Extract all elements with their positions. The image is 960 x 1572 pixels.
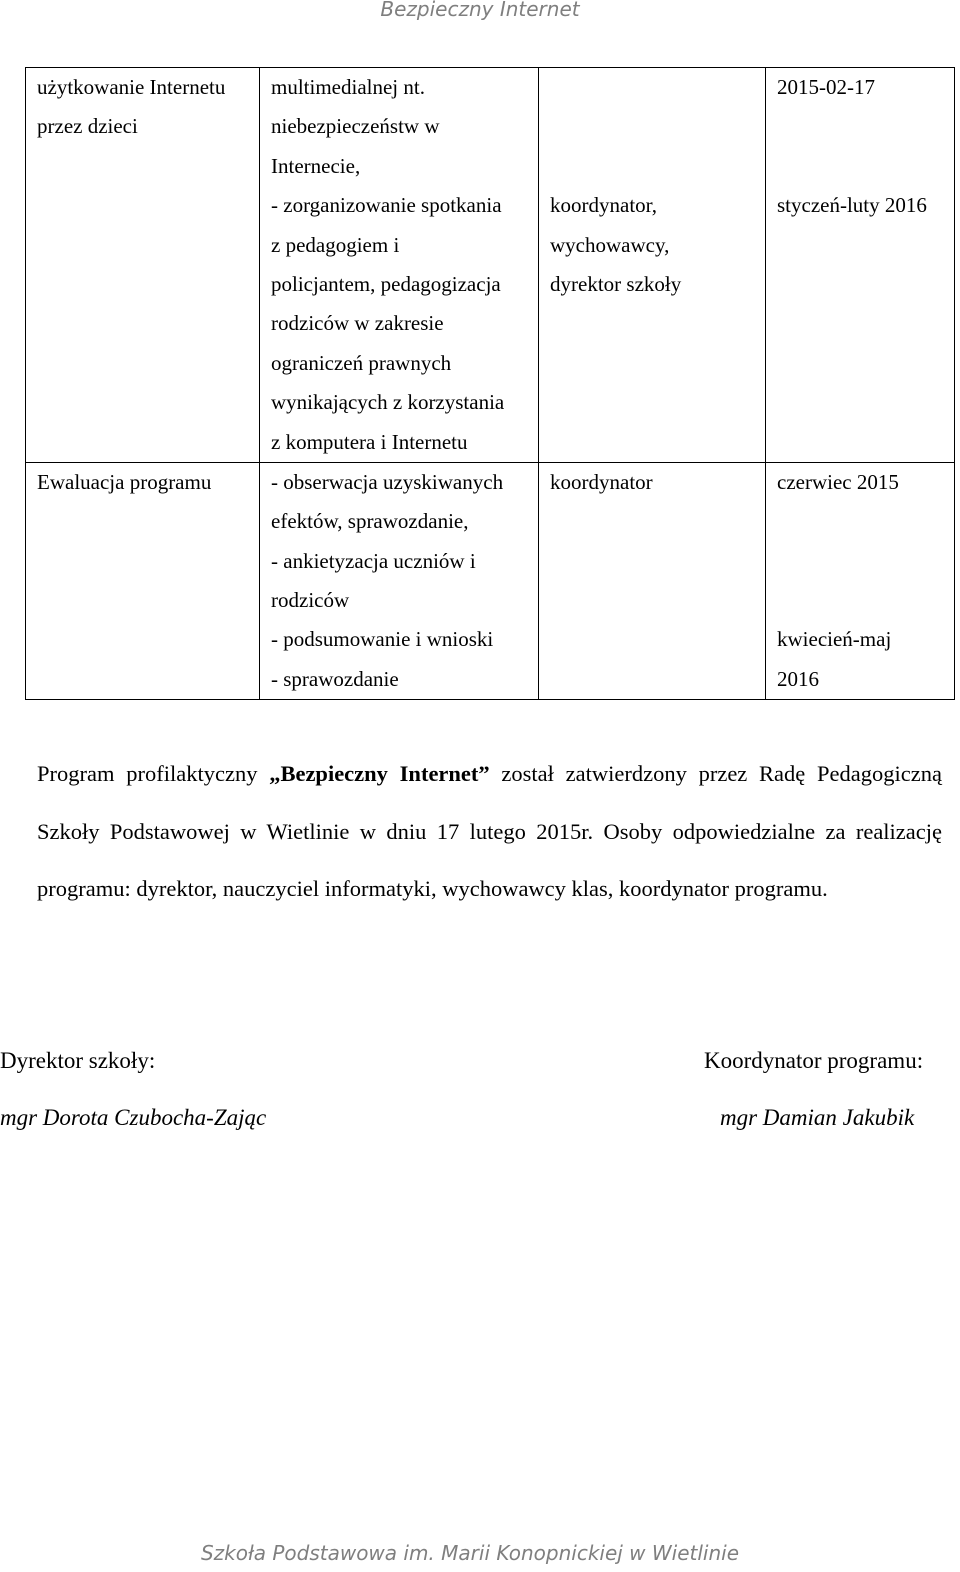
signature-coordinator: [704, 1046, 923, 1133]
cell-line: dyrektor szkoły: [550, 271, 682, 296]
cell-line: z komputera i Internetu: [271, 429, 468, 454]
program-name: „Bezpieczny Internet”: [269, 761, 490, 786]
cell-line: - sprawozdanie: [271, 666, 399, 691]
cell-line: [777, 107, 944, 146]
cell-line: rodziców: [271, 588, 350, 613]
signature-role: Koordynator programu:: [704, 1048, 924, 1073]
cell-line: niebezpieczeństw w: [271, 114, 440, 139]
cell-line: [777, 147, 944, 186]
cell-line: styczeń-luty 2016: [777, 193, 927, 218]
cell-line: koordynator: [550, 469, 653, 494]
activities-cell: [260, 462, 539, 699]
cell-line: multimedialnej nt.: [271, 75, 425, 99]
cell-line: Internecie,: [271, 153, 361, 178]
cell-line: rodziców w zakresie: [271, 311, 444, 336]
approval-statement: [37, 745, 942, 918]
cell-line: Ewaluacja programu: [37, 469, 212, 494]
cell-line: ograniczeń prawnych: [271, 350, 452, 375]
table-row: [26, 462, 955, 699]
cell-line: 2015-02-17: [777, 75, 875, 99]
page-header: Bezpieczny Internet: [380, 0, 580, 21]
cell-line: [550, 147, 755, 186]
responsible-cell: [539, 68, 766, 463]
cell-line: kwiecień-maj: [777, 627, 892, 652]
signature-role: Dyrektor szkoły:: [0, 1048, 156, 1073]
cell-line: efektów, sprawozdanie,: [271, 509, 469, 534]
cell-line: 2016: [777, 666, 819, 691]
statement-text-end: został zatwierdzony przez Radę Pedagogiczną Szkoły Podstawowej w Wietlinie w dniu 17 lutego 2015r. Osoby odpowiedzialne za realizację programu: dyrektor, nauczyciel informatyki, wychowawcy klas, koordynator programu.: [37, 761, 942, 901]
cell-line: użytkowanie Internetu: [37, 75, 226, 99]
task-cell: [26, 68, 260, 463]
cell-line: przez dzieci: [37, 114, 138, 139]
cell-line: [777, 581, 944, 620]
cell-line: - obserwacja uzyskiwanych: [271, 469, 504, 494]
signature-name: mgr Damian Jakubik: [720, 1105, 915, 1130]
signature-name: mgr Dorota Czubocha-Zając: [0, 1105, 267, 1130]
date-cell: [766, 68, 955, 463]
date-cell: [766, 462, 955, 699]
cell-line: - podsumowanie i wnioski: [271, 627, 494, 652]
statement-text-start: Program profilaktyczny: [37, 761, 270, 786]
cell-line: koordynator,: [550, 193, 658, 218]
activities-cell: [260, 68, 539, 463]
page-footer: Szkoła Podstawowa im. Marii Konopnickiej w Wietlinie: [200, 1541, 740, 1565]
table-row: [26, 68, 955, 463]
cell-line: [550, 68, 755, 107]
responsible-cell: [539, 462, 766, 699]
signature-director: [0, 1046, 266, 1133]
cell-line: [550, 107, 755, 146]
cell-line: - zorganizowanie spotkania: [271, 193, 502, 218]
cell-line: - ankietyzacja uczniów i: [271, 548, 476, 573]
cell-line: wynikających z korzystania: [271, 390, 505, 415]
program-table: [25, 67, 955, 700]
task-cell: [26, 462, 260, 699]
cell-line: z pedagogiem i: [271, 232, 400, 257]
cell-line: policjantem, pedagogizacja: [271, 271, 501, 296]
cell-line: [777, 502, 944, 541]
cell-line: wychowawcy,: [550, 232, 670, 257]
cell-line: czerwiec 2015: [777, 469, 899, 494]
cell-line: [777, 542, 944, 581]
